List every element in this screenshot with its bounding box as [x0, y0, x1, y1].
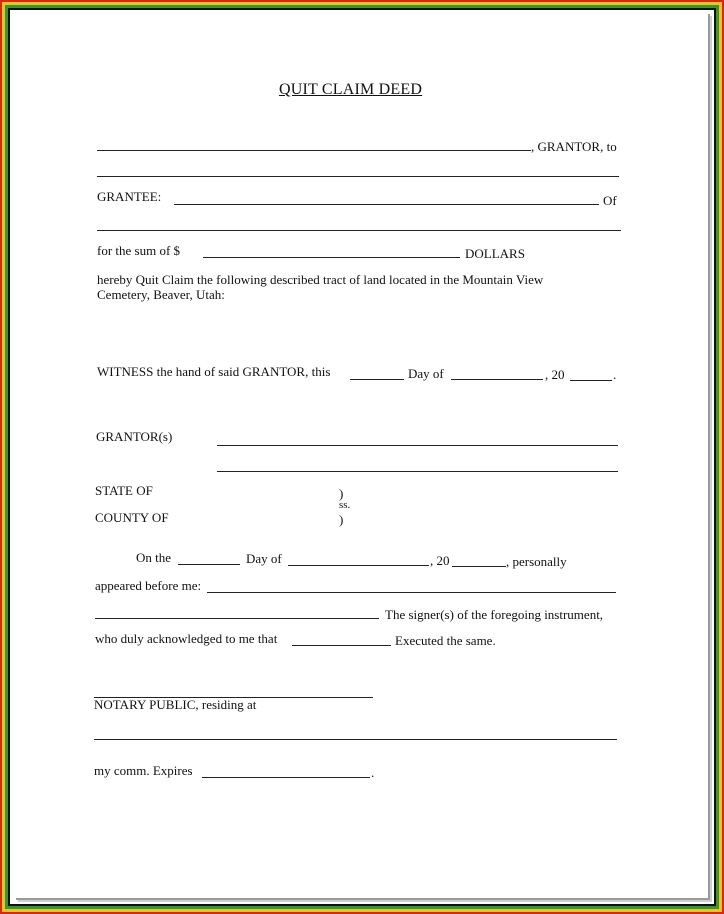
- grantor-name-line: [97, 150, 531, 151]
- signer-name-line: [95, 618, 379, 619]
- dollars-label: DOLLARS: [465, 246, 525, 261]
- witness-day-of-label: Day of: [408, 366, 444, 381]
- acknowledged-label: who duly acknowledged to me that: [95, 631, 278, 646]
- ack-day-of-label: Day of: [246, 551, 282, 566]
- comm-expires-period: .: [371, 765, 375, 780]
- grantor-extra-line: [97, 176, 619, 177]
- grantor-to-label: , GRANTOR, to: [531, 139, 617, 154]
- county-of-label: COUNTY OF: [95, 510, 169, 525]
- bracket-top: ): [339, 486, 344, 501]
- ack-month-line: [288, 565, 429, 566]
- appeared-before-line: [207, 592, 616, 593]
- of-label: Of: [603, 193, 617, 208]
- sum-amount-line: [203, 257, 460, 258]
- executed-label: Executed the same.: [395, 633, 496, 648]
- witness-month-line: [451, 379, 543, 380]
- grantee-label: GRANTEE:: [97, 189, 162, 204]
- grantee-name-line: [174, 204, 599, 205]
- ack-year-line: [452, 566, 506, 567]
- grantors-label: GRANTOR(s): [96, 429, 173, 444]
- on-the-label: On the: [136, 550, 172, 565]
- grantor-signature-line-2: [217, 471, 618, 472]
- witness-label: WITNESS the hand of said GRANTOR, this: [97, 364, 331, 379]
- state-of-label: STATE OF: [95, 483, 153, 498]
- witness-year-line: [570, 380, 612, 381]
- witness-year-label: , 20: [545, 367, 565, 382]
- ack-year-label: , 20: [430, 553, 450, 568]
- signers-label: The signer(s) of the foregoing instrument,: [385, 607, 604, 622]
- tract-description-line2: Cemetery, Beaver, Utah:: [97, 287, 225, 302]
- grantee-extra-line: [97, 230, 621, 231]
- ack-day-line: [178, 564, 240, 565]
- notary-public-label: NOTARY PUBLIC, residing at: [94, 697, 257, 712]
- acknowledged-line: [292, 645, 391, 646]
- witness-day-line: [350, 379, 404, 380]
- notary-residence-line: [94, 739, 617, 740]
- appeared-before-label: appeared before me:: [95, 578, 202, 593]
- tract-description-line1: hereby Quit Claim the following described tract of land located in the Mountain View: [97, 272, 544, 287]
- personally-label: , personally: [506, 554, 567, 569]
- ss-label: ss.: [339, 499, 351, 511]
- comm-expires-line: [202, 777, 370, 778]
- document-title: QUIT CLAIM DEED: [279, 81, 423, 98]
- comm-expires-label: my comm. Expires: [94, 763, 193, 778]
- grantor-signature-line-1: [217, 445, 618, 446]
- witness-period: .: [613, 367, 617, 382]
- bracket-bottom: ): [339, 512, 344, 527]
- sum-label: for the sum of $: [97, 243, 181, 258]
